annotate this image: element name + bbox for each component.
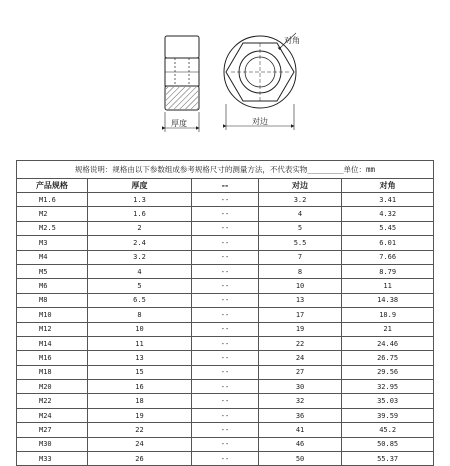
- table-cell: 32.95: [342, 380, 434, 394]
- table-cell: --: [192, 336, 259, 350]
- table-row: [17, 308, 434, 322]
- table-cell: 41: [258, 423, 341, 437]
- table-cell: 22: [87, 423, 191, 437]
- table-cell: 8: [87, 308, 191, 322]
- table-cell: 11: [342, 279, 434, 293]
- table-cell: 4: [258, 207, 341, 221]
- table-cell: 10: [87, 322, 191, 336]
- table-cell: 27: [258, 365, 341, 379]
- table-cell: --: [192, 365, 259, 379]
- table-cell: M4: [17, 250, 88, 264]
- table-cell: --: [192, 351, 259, 365]
- table-cell: --: [192, 279, 259, 293]
- table-cell: --: [192, 250, 259, 264]
- table-cell: 22: [258, 336, 341, 350]
- table-cell: --: [192, 207, 259, 221]
- table-row: [17, 322, 434, 336]
- table-cell: 45.2: [342, 423, 434, 437]
- table-row: [17, 264, 434, 278]
- table-note: 规格说明：规格由以下参数组成参考规格尺寸的测量方法，不代表实物________单位：mm: [17, 161, 434, 179]
- table-cell: 17: [258, 308, 341, 322]
- table-cell: 50: [258, 452, 341, 466]
- table-row: [17, 293, 434, 307]
- table-cell: 50.85: [342, 437, 434, 451]
- table-cell: 5.45: [342, 221, 434, 235]
- table-row: [17, 437, 434, 451]
- table-cell: 39.59: [342, 408, 434, 422]
- table-cell: --: [192, 394, 259, 408]
- table-cell: 5: [258, 221, 341, 235]
- table-row: [17, 207, 434, 221]
- table-row: [17, 394, 434, 408]
- table-row: [17, 452, 434, 466]
- table-cell: 7.66: [342, 250, 434, 264]
- table-cell: 36: [258, 408, 341, 422]
- table-cell: M5: [17, 264, 88, 278]
- table-cell: 4: [87, 264, 191, 278]
- table-cell: M16: [17, 351, 88, 365]
- table-cell: 32: [258, 394, 341, 408]
- table-cell: 24: [87, 437, 191, 451]
- table-cell: M18: [17, 365, 88, 379]
- table-row: [17, 380, 434, 394]
- table-cell: 1.6: [87, 207, 191, 221]
- table-cell: --: [192, 437, 259, 451]
- table-cell: 14.38: [342, 293, 434, 307]
- table-cell: 1.3: [87, 193, 191, 207]
- table-cell: M8: [17, 293, 88, 307]
- table-cell: 6.01: [342, 236, 434, 250]
- table-row: [17, 365, 434, 379]
- table-row: [17, 423, 434, 437]
- header-thickness: 厚度: [87, 179, 191, 193]
- table-cell: --: [192, 264, 259, 278]
- table-cell: 24.46: [342, 336, 434, 350]
- table-cell: --: [192, 423, 259, 437]
- table-cell: 13: [258, 293, 341, 307]
- table-row: [17, 236, 434, 250]
- header-placeholder: --: [192, 179, 259, 193]
- table-cell: M14: [17, 336, 88, 350]
- table-cell: M24: [17, 408, 88, 422]
- table-cell: 19: [87, 408, 191, 422]
- table-cell: 3.2: [87, 250, 191, 264]
- table-cell: 10: [258, 279, 341, 293]
- header-across-corners: 对角: [342, 179, 434, 193]
- table-cell: M6: [17, 279, 88, 293]
- table-cell: --: [192, 452, 259, 466]
- table-cell: 7: [258, 250, 341, 264]
- table-cell: M22: [17, 394, 88, 408]
- table-cell: 5.5: [258, 236, 341, 250]
- table-cell: 55.37: [342, 452, 434, 466]
- table-cell: 29.56: [342, 365, 434, 379]
- table-cell: --: [192, 293, 259, 307]
- table-cell: 3.41: [342, 193, 434, 207]
- table-cell: M20: [17, 380, 88, 394]
- table-row: [17, 250, 434, 264]
- table-cell: 35.03: [342, 394, 434, 408]
- table-row: [17, 279, 434, 293]
- table-cell: 2.4: [87, 236, 191, 250]
- table-cell: 2: [87, 221, 191, 235]
- table-cell: 3.2: [258, 193, 341, 207]
- header-across-flats: 对边: [258, 179, 341, 193]
- table-cell: 11: [87, 336, 191, 350]
- table-cell: --: [192, 221, 259, 235]
- table-cell: 16: [87, 380, 191, 394]
- across-corners-label: 对角: [284, 36, 300, 45]
- table-cell: 18.9: [342, 308, 434, 322]
- across-flats-label: 对边: [252, 117, 268, 126]
- table-cell: 21: [342, 322, 434, 336]
- table-row: [17, 221, 434, 235]
- table-cell: 46: [258, 437, 341, 451]
- table-cell: M3: [17, 236, 88, 250]
- table-cell: --: [192, 408, 259, 422]
- thickness-label: 厚度: [171, 119, 187, 128]
- table-cell: --: [192, 236, 259, 250]
- table-cell: M12: [17, 322, 88, 336]
- table-cell: 26.75: [342, 351, 434, 365]
- table-cell: 8: [258, 264, 341, 278]
- table-row: [17, 351, 434, 365]
- table-header-row: [17, 179, 434, 193]
- table-cell: M2.5: [17, 221, 88, 235]
- header-spec: 产品规格: [17, 179, 88, 193]
- table-cell: M27: [17, 423, 88, 437]
- table-cell: M1.6: [17, 193, 88, 207]
- technical-drawing: [0, 0, 450, 160]
- table-row: [17, 408, 434, 422]
- table-cell: 4.32: [342, 207, 434, 221]
- table-cell: M30: [17, 437, 88, 451]
- table-cell: 30: [258, 380, 341, 394]
- table-cell: 5: [87, 279, 191, 293]
- table-cell: 26: [87, 452, 191, 466]
- table-cell: --: [192, 193, 259, 207]
- table-row: [17, 336, 434, 350]
- table-cell: 6.5: [87, 293, 191, 307]
- table-cell: --: [192, 322, 259, 336]
- table-cell: 24: [258, 351, 341, 365]
- table-cell: M33: [17, 452, 88, 466]
- table-cell: 13: [87, 351, 191, 365]
- table-cell: 15: [87, 365, 191, 379]
- table-cell: 8.79: [342, 264, 434, 278]
- table-cell: --: [192, 380, 259, 394]
- table-row: [17, 193, 434, 207]
- table-cell: M2: [17, 207, 88, 221]
- table-cell: --: [192, 308, 259, 322]
- table-cell: 19: [258, 322, 341, 336]
- spec-table: [16, 160, 434, 466]
- table-cell: M10: [17, 308, 88, 322]
- table-cell: 18: [87, 394, 191, 408]
